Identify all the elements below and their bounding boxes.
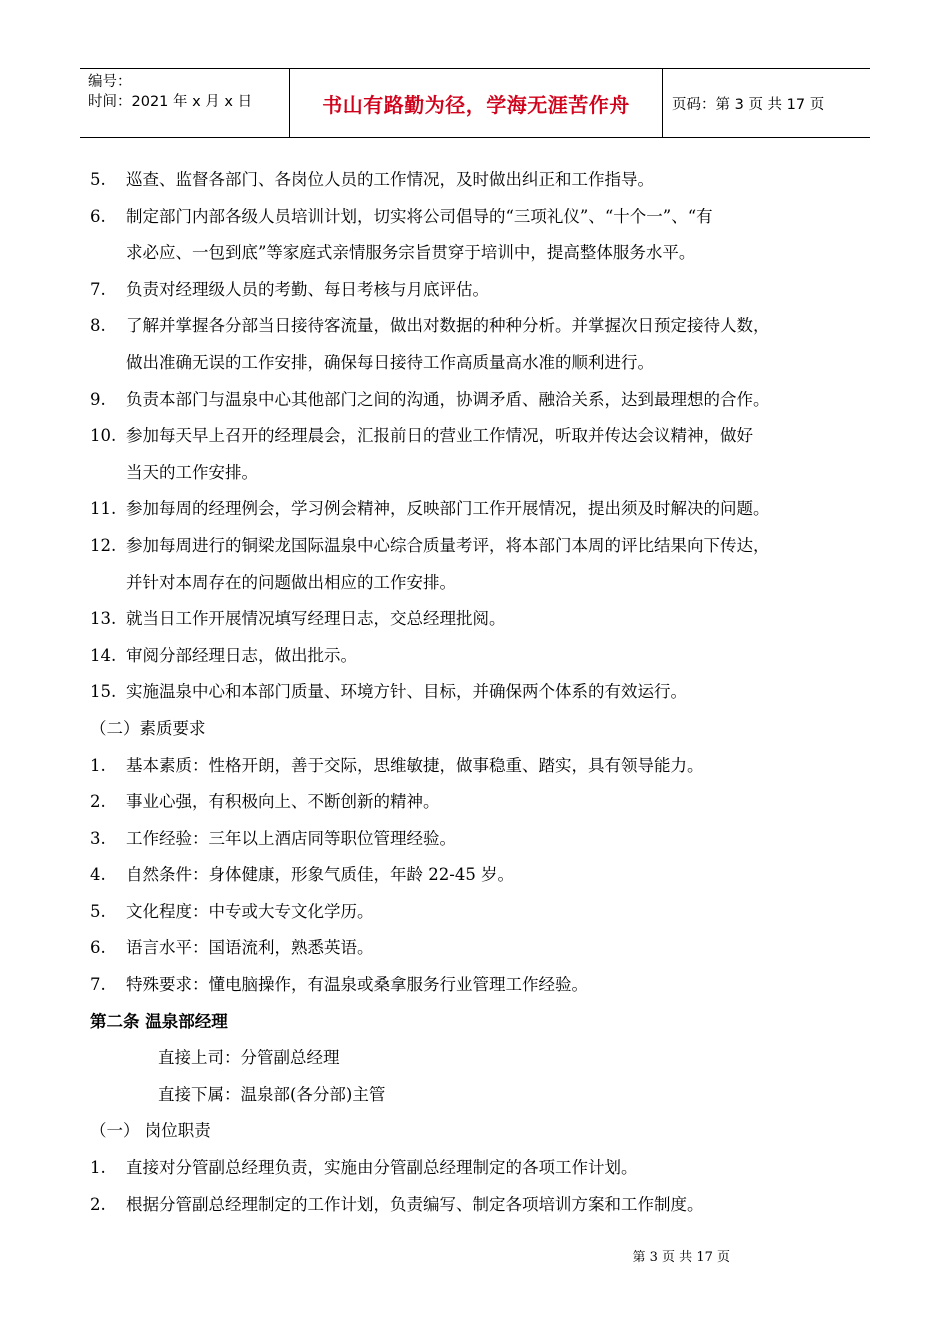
item-number: 6. — [90, 938, 106, 958]
item-text: 负责本部门与温泉中心其他部门之间的沟通，协调矛盾、融洽关系，达到最理想的合作。 — [126, 389, 770, 409]
item-number: 5. — [90, 901, 106, 921]
item-text: 语言水平：国语流利，熟悉英语。 — [126, 938, 374, 958]
item-continuation: 当天的工作安排。 — [126, 462, 258, 482]
item-number: 13. — [90, 609, 117, 629]
item-number: 4. — [90, 865, 106, 885]
item-number: 7. — [90, 975, 106, 995]
list-item — [90, 784, 880, 821]
item-number: 7. — [90, 279, 106, 299]
list-item — [90, 162, 880, 199]
article-heading: 第二条 温泉部经理 — [90, 1011, 228, 1031]
item-continuation: 并针对本周存在的问题做出相应的工作安排。 — [126, 572, 456, 592]
item-number: 6. — [90, 206, 106, 226]
list-item — [90, 638, 880, 675]
list-item — [90, 857, 880, 894]
list-item — [90, 308, 880, 345]
item-continuation: 做出准确无误的工作安排，确保每日接待工作高质量高水准的顺利进行。 — [126, 352, 654, 372]
item-text: 自然条件：身体健康，形象气质佳，年龄 22-45 岁。 — [126, 865, 515, 885]
header-page-label: 页码：第 3 页 共 17 页 — [672, 96, 825, 113]
list-item — [90, 418, 880, 455]
item-text: 基本素质：性格开朗，善于交际，思维敏捷，做事稳重、踏实，具有领导能力。 — [126, 755, 704, 775]
item-text: 参加每周的经理例会，学习例会精神，反映部门工作开展情况，提出须及时解决的问题。 — [126, 499, 770, 519]
list-item — [90, 528, 880, 565]
item-text: 审阅分部经理日志，做出批示。 — [126, 645, 357, 665]
list-item — [90, 674, 880, 711]
item-text: 负责对经理级人员的考勤、每日考核与月底评估。 — [126, 279, 489, 299]
item-text: 事业心强，有积极向上、不断创新的精神。 — [126, 792, 440, 812]
item-text: 了解并掌握各分部当日接待客流量，做出对数据的种种分析。并掌握次日预定接待人数， — [126, 316, 770, 336]
list-item — [90, 1187, 880, 1224]
item-text: 参加每周进行的铜梁龙国际温泉中心综合质量考评，将本部门本周的评比结果向下传达， — [126, 535, 770, 555]
list-item — [90, 199, 880, 236]
item-number: 1. — [90, 1158, 106, 1178]
item-number: 3. — [90, 828, 106, 848]
page-footer — [0, 1246, 950, 1265]
direct-supervisor: 直接上司：分管副总经理 — [158, 1048, 340, 1068]
list-item — [90, 272, 880, 309]
item-continuation: 求必应、一包到底”等家庭式亲情服务宗旨贯穿于培训中，提高整体服务水平。 — [126, 243, 696, 263]
item-number: 12. — [90, 535, 117, 555]
list-item — [90, 382, 880, 419]
item-text: 巡查、监督各部门、各岗位人员的工作情况，及时做出纠正和工作指导。 — [126, 170, 654, 189]
header-motto: 书山有路勤为径，学海无涯苦作舟 — [290, 69, 663, 137]
item-number: 14. — [90, 645, 117, 665]
item-number: 5. — [90, 170, 106, 189]
item-number: 2. — [90, 1194, 106, 1214]
list-item — [90, 967, 880, 1004]
item-text: 特殊要求：懂电脑操作，有温泉或桑拿服务行业管理工作经验。 — [126, 975, 588, 995]
doc-time-label: 时间：2021 年 x 月 x 日 — [88, 94, 253, 110]
item-text: 制定部门内部各级人员培训计划，切实将公司倡导的“三项礼仪”、“十个一”、“有 — [126, 206, 713, 226]
section-heading-qualifications: （二）素质要求 — [90, 718, 206, 738]
list-item — [90, 491, 880, 528]
item-number: 11. — [90, 499, 117, 519]
item-text: 参加每天早上召开的经理晨会，汇报前日的营业工作情况，听取并传达会议精神，做好 — [126, 426, 753, 446]
item-text: 就当日工作开展情况填写经理日志，交总经理批阅。 — [126, 609, 506, 629]
section-heading-duties: （一） 岗位职责 — [90, 1121, 211, 1141]
item-text: 文化程度：中专或大专文化学历。 — [126, 901, 374, 921]
list-item — [90, 930, 880, 967]
item-text: 根据分管副总经理制定的工作计划，负责编写、制定各项培训方案和工作制度。 — [126, 1194, 704, 1214]
item-number: 8. — [90, 316, 106, 336]
document-body — [90, 162, 880, 1223]
item-number: 15. — [90, 682, 117, 702]
doc-code-label: 编号： — [88, 74, 132, 90]
item-number: 1. — [90, 755, 106, 775]
item-text: 直接对分管副总经理负责，实施由分管副总经理制定的各项工作计划。 — [126, 1158, 638, 1178]
item-text: 实施温泉中心和本部门质量、环境方针、目标，并确保两个体系的有效运行。 — [126, 682, 687, 702]
item-number: 9. — [90, 389, 106, 409]
direct-subordinates: 直接下属：温泉部(各分部)主管 — [158, 1084, 386, 1104]
footer-page-number: 第 3 页 共 17 页 — [632, 1250, 730, 1265]
list-item — [90, 821, 880, 858]
list-item — [90, 601, 880, 638]
list-item — [90, 1150, 880, 1187]
header-meta-cell — [80, 69, 290, 137]
item-number: 10. — [90, 426, 117, 446]
list-item — [90, 748, 880, 785]
page-header — [80, 68, 870, 138]
item-text: 工作经验：三年以上酒店同等职位管理经验。 — [126, 828, 456, 848]
item-number: 2. — [90, 792, 106, 812]
list-item — [90, 894, 880, 931]
